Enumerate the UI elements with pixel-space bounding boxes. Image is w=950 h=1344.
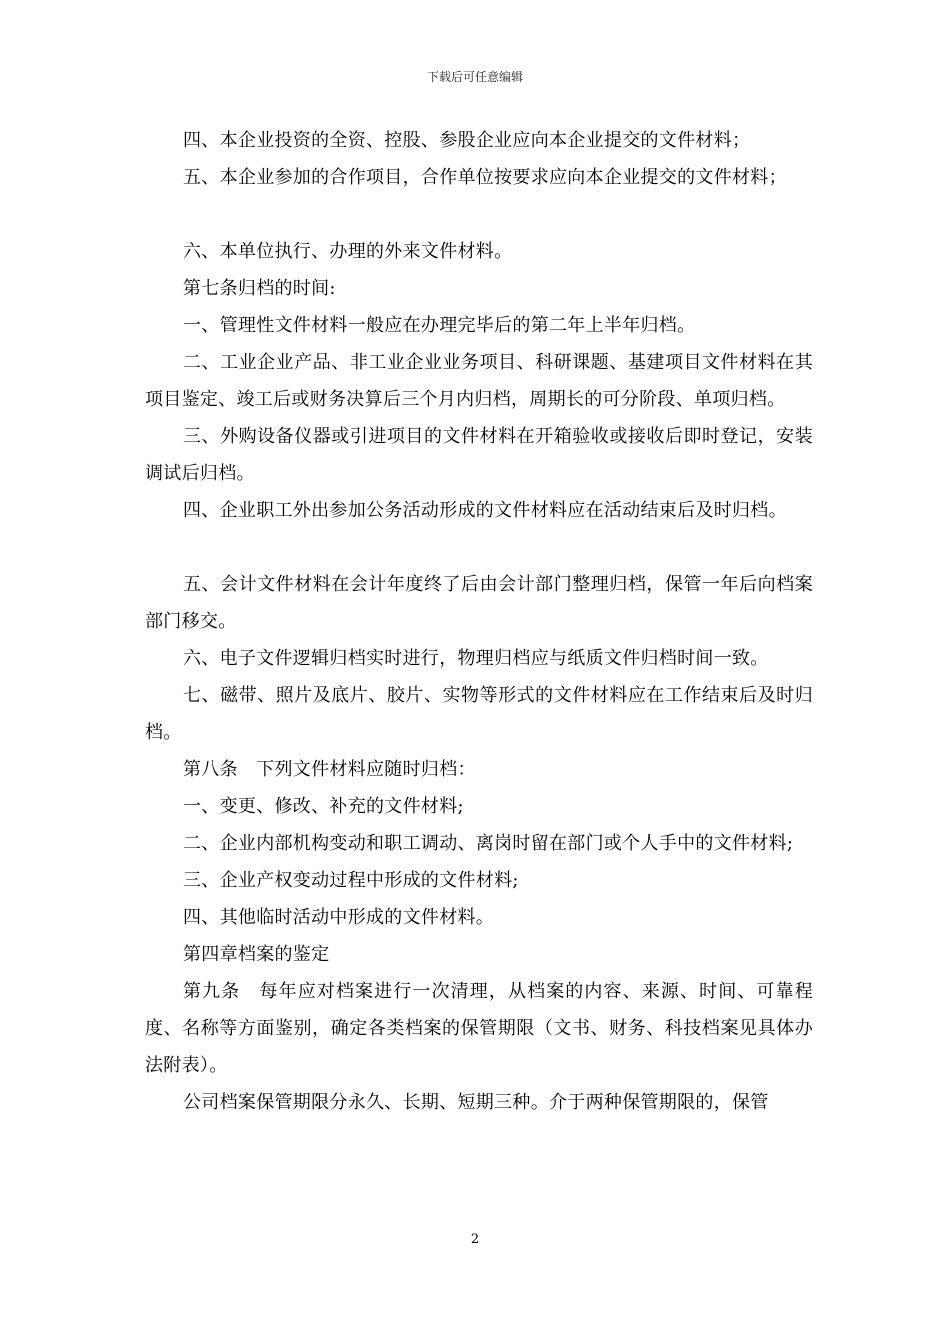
article-heading: 第七条归档的时间: [183, 278, 336, 299]
paragraph: 一、管理性文件材料一般应在办理完毕后的第二年上半年归档。 [183, 315, 696, 336]
paragraph: 四、企业职工外出参加公务活动形成的文件材料应在活动结束后及时归档。 [183, 500, 787, 521]
paragraph: 三、企业产权变动过程中形成的文件材料; [183, 870, 519, 891]
page-header: 下载后可任意编辑 [426, 70, 523, 84]
paragraph: 五、本企业参加的合作项目，合作单位按要求应向本企业提交的文件材料； [183, 167, 787, 188]
page-number: 2 [470, 1232, 480, 1247]
article-heading: 第八条 下列文件材料应随时归档： [183, 759, 476, 780]
paragraph: 二、工业企业产品、非工业企业业务项目、科研课题、基建项目文件材料在其项目鉴定、竣工后或财务决算后三个月内归档，周期长的可分阶段、单项归档。 [145, 352, 813, 410]
paragraph: 五、会计文件材料在会计年度终了后由会计部门整理归档，保管一年后向档案部门移交。 [145, 574, 813, 632]
paragraph: 三、外购设备仪器或引进项目的文件材料在开箱验收或接收后即时登记，安装调试后归档。 [145, 426, 813, 484]
paragraph: 七、磁带、照片及底片、胶片、实物等形式的文件材料应在工作结束后及时归档。 [145, 685, 813, 743]
paragraph: 二、企业内部机构变动和职工调动、离岗时留在部门或个人手中的文件材料; [183, 833, 794, 854]
paragraph: 一、变更、修改、补充的文件材料; [183, 796, 464, 817]
paragraph: 六、本单位执行、办理的外来文件材料。 [183, 241, 513, 262]
paragraph: 四、本企业投资的全资、控股、参股企业应向本企业提交的文件材料； [183, 130, 751, 151]
document-body [145, 122, 813, 1121]
paragraph: 公司档案保管期限分永久、长期、短期三种。介于两种保管期限的，保管 [183, 1092, 769, 1113]
article-heading: 第九条 每年应对档案进行一次清理，从档案的内容、来源、时间、可靠程度、名称等方面鉴别，确定各类档案的保管期限（文书、财务、科技档案见具体办法附表）。 [145, 981, 813, 1076]
chapter-heading: 第四章档案的鉴定 [183, 944, 330, 965]
paragraph: 四、其他临时活动中形成的文件材料。 [183, 907, 495, 928]
paragraph: 六、电子文件逻辑归档实时进行，物理归档应与纸质文件归档时间一致。 [183, 648, 769, 669]
